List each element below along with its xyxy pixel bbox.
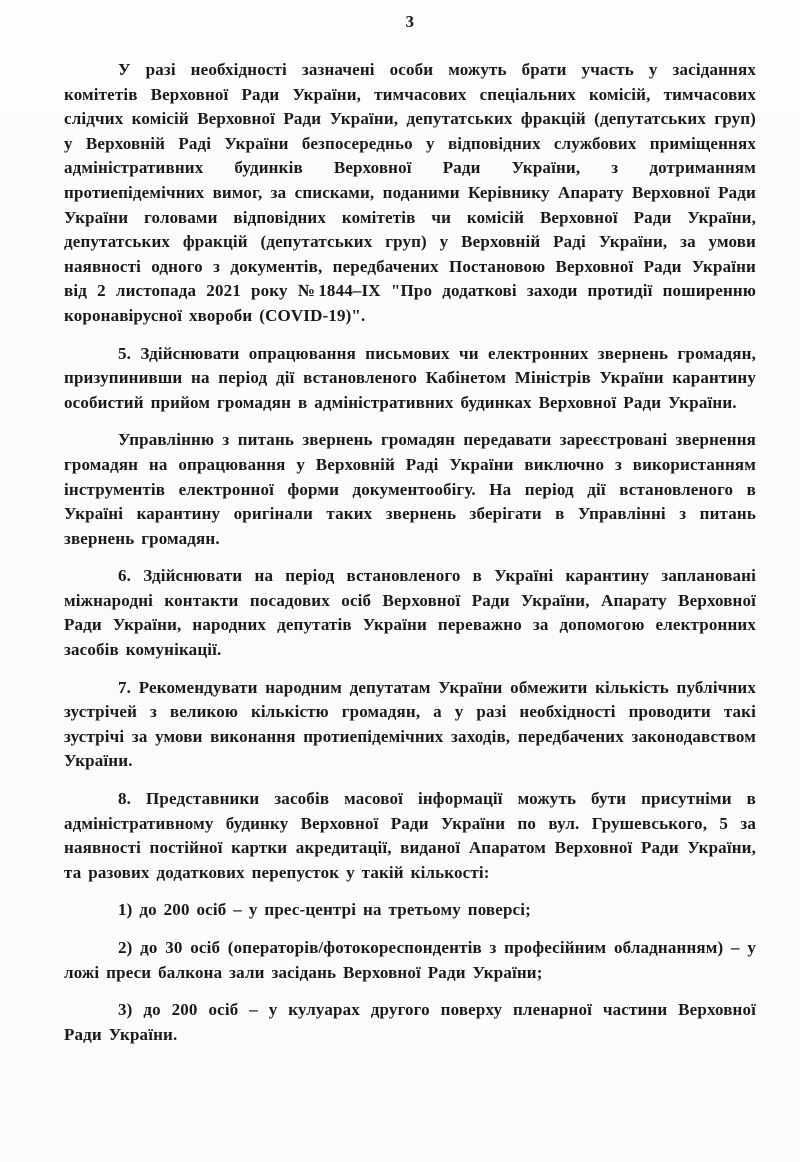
- paragraph: 5. Здійснювати опрацювання письмових чи електронних звернень громадян, призупинивши на період дії встановленого Кабінетом Міністрів України карантину особистий прийом громадян в адміністративних будинках Верховної Ради України.: [64, 343, 756, 412]
- paragraph: 8. Представники засобів масової інформації можуть бути присутніми в адміністративному будинку Верховної Ради України по вул. Грушевського, 5 за наявності постійної картки акредитації, виданої Апаратом Верховної Ради України, та разових додаткових перепусток у такій кількості:: [64, 789, 756, 882]
- paragraph: Управлінню з питань звернень громадян передавати зареєстровані звернення громадян на опрацювання у Верховній Раді України виключно з використанням інструментів електронної форми документообігу. На період дії встановленого в Україні карантину оригінали таких звернень зберігати в Управлінні з питань звернень громадян.: [64, 430, 756, 548]
- paragraph: 6. Здійснювати на період встановленого в Україні карантину заплановані міжнародні контакти посадових осіб Верховної Ради України, Апарату Верховної Ради України, народних депутатів України переважно за допомогою електронних засобів комунікації.: [64, 566, 756, 660]
- paragraph: 1) до 200 осіб – у прес-центрі на третьому поверсі;: [118, 900, 531, 920]
- paragraph: У разі необхідності зазначені особи можуть брати участь у засіданнях комітетів Верховної Ради України, тимчасових спеціальних комісій, тимчасових слідчих комісій Верховної Ради України, депутатських фракцій (депутатських груп) у Верховній Раді України безпосередньо у відповідних службових приміщеннях адміністративних будинків Верховної Ради України, з дотриманням протиепідемічних вимог, за списками, поданими Керівнику Апарату Верховної Ради України головами відповідних комітетів чи комісій Верховної Ради України, депутатських фракцій (депутатських груп) у Верховній Раді України, за умови наявності одного з документів, передбачених Постановою Верховної Ради України від 2 листопада 2021 року №1844–ІХ "Про додаткові заходи протидії поширенню коронавірусної хвороби (COVID-19)".: [64, 60, 756, 325]
- paragraph: 2) до 30 осіб (операторів/фотокореспондентів з професійним обладнанням) – у ложі преси балкона зали засідань Верховної Ради України;: [64, 938, 756, 982]
- paragraph: 7. Рекомендувати народним депутатам України обмежити кількість публічних зустрічей з великою кількістю громадян, а у разі необхідності проводити такі зустрічі за умови виконання протиепідемічних заходів, передбачених законодавством України.: [64, 677, 756, 771]
- page-number: 3: [405, 12, 415, 31]
- document-body: [64, 58, 756, 1047]
- paragraph: 3) до 200 осіб – у кулуарах другого поверху пленарної частини Верховної Ради України.: [64, 1000, 756, 1044]
